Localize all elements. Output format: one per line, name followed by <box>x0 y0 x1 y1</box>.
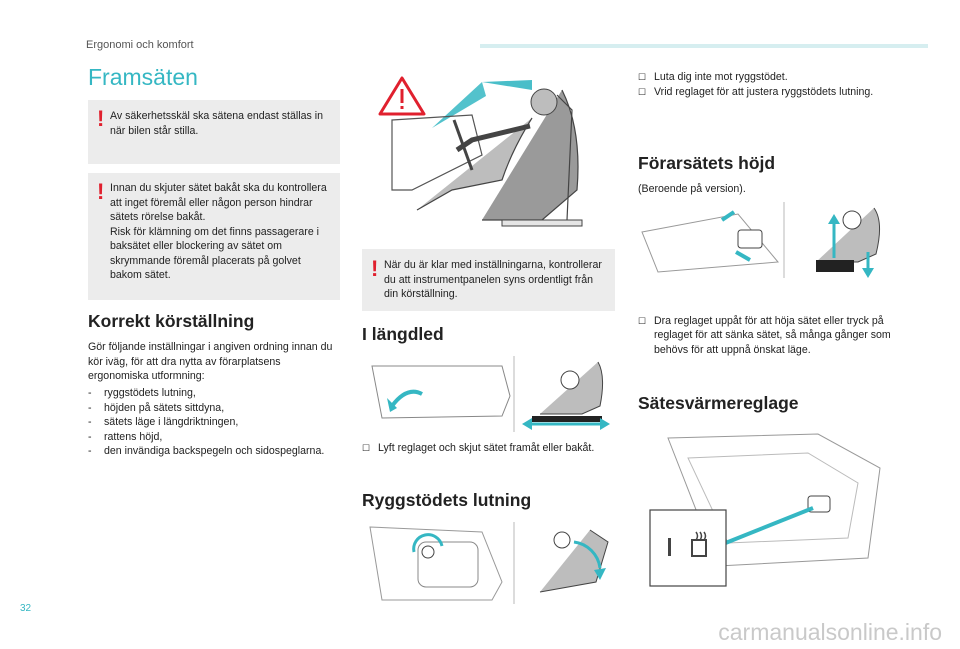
heading-seat-height: Förarsätets höjd <box>638 153 776 173</box>
warning-box-rearward <box>88 173 340 300</box>
arrow-bullet-icon: ☐ <box>638 315 647 326</box>
heading-lengthwise: I längdled <box>362 324 444 344</box>
driving-position-illustration <box>362 70 612 230</box>
page-title: Framsäten <box>88 64 198 90</box>
section-label: Ergonomi och komfort <box>86 39 194 51</box>
heading-seat-heating: Sätesvärmereglage <box>638 393 799 413</box>
list-item: - höjden på sätets sittdyna, <box>88 401 225 414</box>
warning-text: Av säkerhetsskäl ska sätena endast ställas in när bilen står stilla. <box>110 110 323 137</box>
arrow-bullet-icon: ☐ <box>638 86 647 97</box>
arrow-bullet-icon: ☐ <box>362 443 371 453</box>
version-note: (Beroende på version). <box>638 183 746 195</box>
seat-heating-illustration <box>648 428 888 588</box>
backrest-illustration <box>362 522 616 604</box>
warning-mark-icon: ! <box>371 256 379 281</box>
heading-correct-position: Korrekt körställning <box>88 311 255 331</box>
arrow-bullet-icon: ☐ <box>638 72 647 82</box>
header-divider <box>480 44 928 48</box>
warning-text: När du är klar med inställningarna, kontrollerar du att instrumentpanelen syns ordentligt från din körställning. <box>384 259 602 300</box>
correct-position-intro: Gör följande inställningar i angiven ordning innan du kör iväg, för att dra nytta av förarplatsens ergonomiska utformning: <box>88 341 333 382</box>
list-item: - den invändiga backspegeln och sidospeglarna. <box>88 445 325 457</box>
list-item: - rattens höjd, <box>88 430 163 443</box>
lengthwise-illustration <box>362 356 616 432</box>
watermark: carmanualsonline.info <box>718 619 942 645</box>
warning-mark-icon: ! <box>97 106 105 131</box>
list-item: - ryggstödets lutning, <box>88 387 196 399</box>
warning-box-instrument-panel <box>362 249 615 311</box>
lengthwise-instruction: ☐ Lyft reglaget och skjut sätet framåt eller bakåt. <box>362 442 595 454</box>
warning-mark-icon: ! <box>97 179 105 204</box>
backrest-instruction: ☐ Luta dig inte mot ryggstödet. <box>638 71 788 83</box>
adjustment-list <box>88 386 338 459</box>
warning-box-safety <box>88 100 340 164</box>
backrest-instructions <box>638 70 888 99</box>
heading-backrest: Ryggstödets lutning <box>362 490 532 510</box>
warning-text: Innan du skjuter sätet bakåt ska du kontrollera att inget föremål eller någon person hindrar sätets rörelse bakåt. Risk för klämning om det finns passagerare i baksätet eller blockering av sätet om skrymmande föremål placerats på golvet bakom sätet. <box>110 182 327 281</box>
list-item: - sätets läge i längdriktningen, <box>88 416 239 428</box>
backrest-instruction: ☐ Vrid reglaget för att justera ryggstödets lutning. <box>638 85 874 98</box>
seat-height-instruction: ☐ Dra reglaget uppåt för att höja sätet eller tryck på reglaget för att sänka sätet, så många gånger som behövs för att uppnå önskat läge. <box>638 314 891 356</box>
seat-height-illustration <box>638 202 888 278</box>
page-number: 32 <box>20 603 32 614</box>
